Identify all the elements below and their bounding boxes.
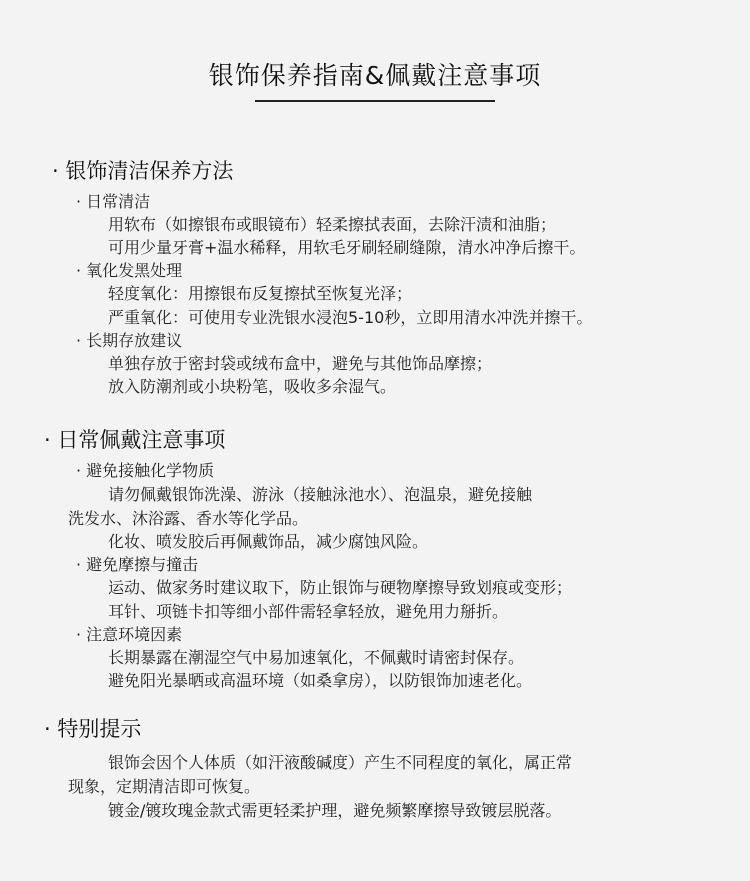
- text-line: 耳针、项链卡扣等细小部件需轻拿轻放，避免用力掰折。: [108, 602, 509, 621]
- sub-heading-chemicals: · 避免接触化学物质: [76, 461, 215, 480]
- text-line: 运动、做家务时建议取下，防止银饰与硬物摩擦导致划痕或变形；: [108, 578, 573, 597]
- section-heading-wearing: · 日常佩戴注意事项: [44, 428, 226, 452]
- section-heading-cleaning: · 银饰清洁保养方法: [52, 159, 234, 183]
- text-line: 银饰会因个人体质（如汗液酸碱度）产生不同程度的氧化，属正常: [108, 753, 573, 772]
- text-line: 镀金/镀玫瑰金款式需更轻柔护理，避免频繁摩擦导致镀层脱落。: [108, 801, 562, 820]
- page-title: 银饰保养指南&佩戴注意事项: [208, 61, 542, 90]
- text-line: 严重氧化：可使用专业洗银水浸泡5-10秒，立即用清水冲洗并擦干。: [108, 308, 593, 327]
- text-line: 放入防潮剂或小块粉笔，吸收多余湿气。: [108, 377, 397, 396]
- text-line: 避免阳光暴晒或高温环境（如桑拿房），以防银饰加速老化。: [108, 671, 533, 690]
- sub-heading-environment: · 注意环境因素: [76, 625, 183, 644]
- text-line: 轻度氧化：用擦银布反复擦拭至恢复光泽；: [108, 284, 413, 303]
- text-line: 长期暴露在潮湿空气中易加速氧化，不佩戴时请密封保存。: [108, 648, 525, 667]
- text-line: 现象，定期清洁即可恢复。: [68, 777, 261, 796]
- text-line: 用软布（如擦银布或眼镜布）轻柔擦拭表面，去除汗渍和油脂；: [108, 215, 557, 234]
- sub-heading-friction: · 避免摩擦与撞击: [76, 555, 199, 574]
- title-underline: [255, 100, 495, 102]
- section-heading-special-tips: · 特别提示: [44, 717, 142, 741]
- text-line: 可用少量牙膏+温水稀释，用软毛牙刷轻刷缝隙，清水冲净后擦干。: [108, 238, 586, 257]
- text-line: 洗发水、沐浴露、香水等化学品。: [68, 509, 309, 528]
- sub-heading-storage: · 长期存放建议: [76, 331, 183, 350]
- text-line: 单独存放于密封袋或绒布盒中，避免与其他饰品摩擦；: [108, 354, 493, 373]
- text-line: 化妆、喷发胶后再佩戴饰品，减少腐蚀风险。: [108, 532, 429, 551]
- sub-heading-oxidation: · 氧化发黑处理: [76, 261, 183, 280]
- sub-heading-daily-cleaning: · 日常清洁: [76, 192, 151, 211]
- text-line: 请勿佩戴银饰洗澡、游泳（接触泳池水）、泡温泉，避免接触: [108, 485, 533, 504]
